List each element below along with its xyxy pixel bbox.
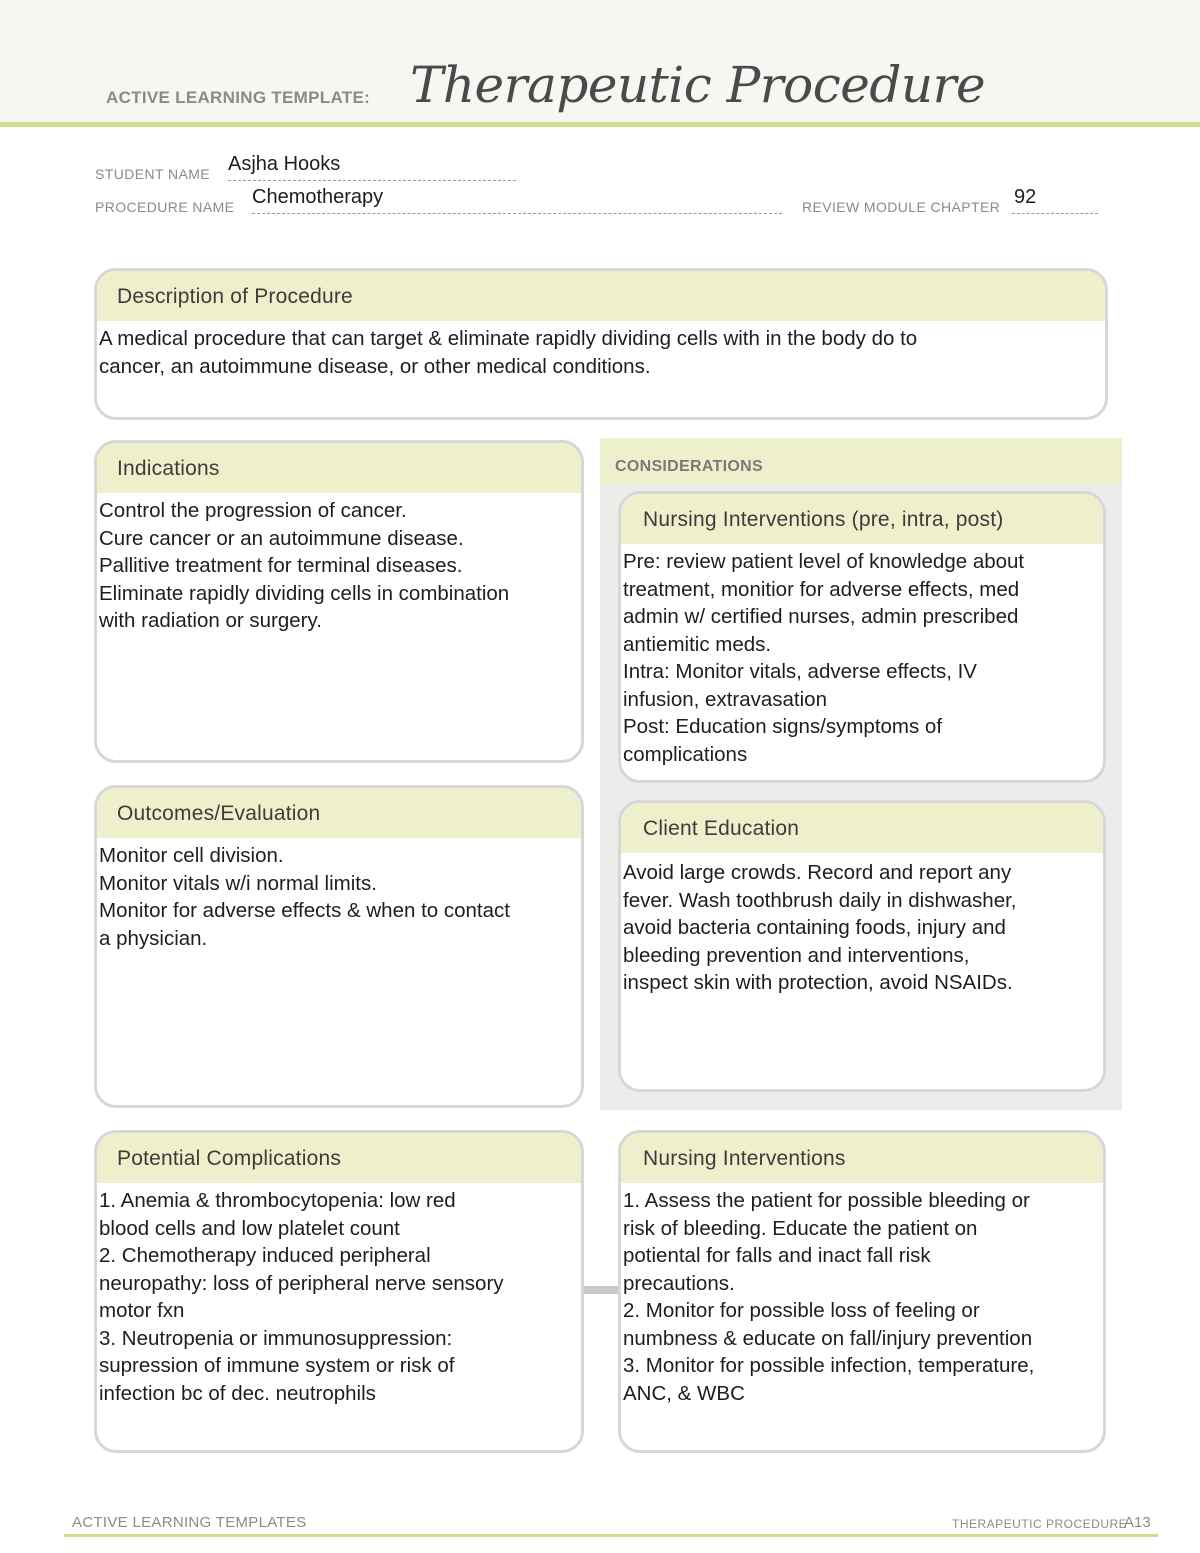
template-label: ACTIVE LEARNING TEMPLATE: bbox=[106, 88, 371, 107]
student-name-label: STUDENT NAME bbox=[95, 166, 210, 182]
outcomes-box bbox=[94, 785, 584, 1108]
complications-box bbox=[94, 1130, 584, 1453]
considerations-label: CONSIDERATIONS bbox=[615, 458, 763, 475]
outcomes-heading: Outcomes/Evaluation bbox=[97, 788, 581, 838]
procedure-name-line bbox=[252, 213, 782, 214]
nursing-interventions-heading: Nursing Interventions bbox=[621, 1133, 1103, 1183]
review-module-label: REVIEW MODULE CHAPTER bbox=[802, 199, 1001, 215]
footer-left-label: ACTIVE LEARNING TEMPLATES bbox=[72, 1514, 307, 1531]
description-heading: Description of Procedure bbox=[97, 271, 1105, 321]
indications-text[interactable]: Control the progression of cancer. Cure cancer or an autoimmune disease. Pallitive treatment for terminal diseases. Eliminate rapidly dividing cells in combination with radiation or surgery. bbox=[99, 499, 510, 632]
box-connector bbox=[583, 1286, 621, 1294]
client-education-box bbox=[618, 800, 1106, 1092]
description-box bbox=[94, 268, 1108, 420]
student-name-line bbox=[228, 180, 516, 181]
client-education-heading: Client Education bbox=[621, 803, 1103, 853]
footer-divider bbox=[64, 1534, 1158, 1537]
client-education-text[interactable]: Avoid large crowds. Record and report any fever. Wash toothbrush daily in dishwasher, avoid bacteria containing foods, injury and bleeding prevention and interventions, inspect skin with protection, avoid NSAIDs. bbox=[623, 861, 1017, 994]
header-divider bbox=[0, 122, 1200, 127]
description-text[interactable]: A medical procedure that can target & eliminate rapidly dividing cells with in the body do to cancer, an autoimmune disease, or other medical conditions. bbox=[99, 327, 918, 378]
nursing-interventions-box bbox=[618, 1130, 1106, 1453]
complications-heading: Potential Complications bbox=[97, 1133, 581, 1183]
review-module-line bbox=[1012, 213, 1098, 214]
review-module-field[interactable]: 92 bbox=[1014, 186, 1037, 208]
student-name-field[interactable]: Asjha Hooks bbox=[228, 153, 341, 175]
indications-box bbox=[94, 440, 584, 763]
procedure-name-field[interactable]: Chemotherapy bbox=[252, 186, 384, 208]
procedure-name-label: PROCEDURE NAME bbox=[95, 199, 235, 215]
page-number: A13 bbox=[1124, 1514, 1151, 1531]
nursing-interventions-pip-heading: Nursing Interventions (pre, intra, post) bbox=[621, 494, 1103, 544]
nursing-interventions-pip-box bbox=[618, 491, 1106, 783]
complications-text[interactable]: 1. Anemia & thrombocytopenia: low red blood cells and low platelet count 2. Chemotherapy induced peripheral neuropathy: loss of peripheral nerve sensory motor fxn 3. Neutropenia or immunosuppression: supression of immune system or risk of infection bc of dec. neutrophils bbox=[99, 1189, 504, 1405]
page-title: Therapeutic Procedure bbox=[410, 56, 986, 114]
footer-right-label: THERAPEUTIC PROCEDURE bbox=[952, 1517, 1128, 1531]
indications-heading: Indications bbox=[97, 443, 581, 493]
nursing-interventions-pip-text[interactable]: Pre: review patient level of knowledge about treatment, monitior for adverse effects, med admin w/ certified nurses, admin prescribed antiemitic meds. Intra: Monitor vitals, adverse effects, IV infusion, extravasation Post: Education signs/symptoms of complications bbox=[623, 550, 1025, 766]
outcomes-text[interactable]: Monitor cell division. Monitor vitals w/i normal limits. Monitor for adverse effects & when to contact a physician. bbox=[99, 844, 510, 950]
nursing-interventions-text[interactable]: 1. Assess the patient for possible bleeding or risk of bleeding. Educate the patient on potiental for falls and inact fall risk precautions. 2. Monitor for possible loss of feeling or numbness & educate on fall/injury prevention 3. Monitor for possible infection, temperature, ANC, & WBC bbox=[623, 1189, 1035, 1405]
